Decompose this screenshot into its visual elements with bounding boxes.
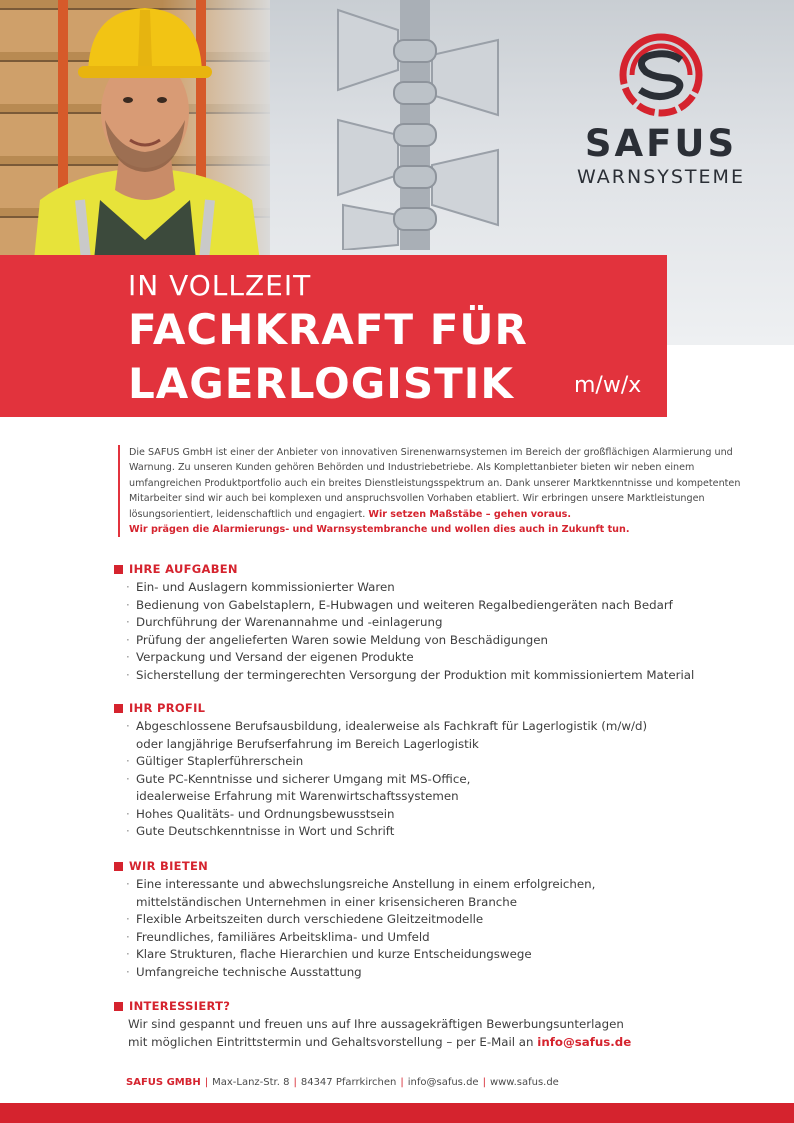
list-item [126,771,774,806]
section-heading-text: IHR PROFIL [129,701,206,715]
intro-text: Die SAFUS GmbH ist einer der Anbieter von innovativen Sirenenwarnsystemen im Bereich der großflächigen Alarmierung und Warnung. Zu unseren Kunden gehören Behörden und Industriebetriebe. Als Komplettanbieter bieten wir neben einem umfangreichen Produktportfolio auch ein breites Dienstleistungsspektrum an. Dank unserer Marktkenntnisse und kompetenten Mitarbeiter sind wir auch bei komplexen und anspruchsvollen Vorhaben etabliert. Wir erbringen unsere Marktleistungen lösungsorientiert, leidenschaftlich und engagiert. [129,447,741,520]
list-item-text: Gültiger Staplerführerschein [136,754,304,768]
list-item [126,911,774,929]
list-item [126,946,774,964]
list-item [126,823,774,841]
profile-list [126,718,774,841]
list-item [126,614,774,632]
job-title-line-2: LAGERLOGISTIK [128,359,514,408]
bullet-dot-icon: · [126,754,130,768]
bullet-dot-icon: · [126,947,130,961]
list-item-text: Gute Deutschkenntnisse in Wort und Schrift [136,824,395,838]
bullet-dot-icon: · [126,964,130,979]
section-heading [114,858,774,874]
section-heading [114,700,774,716]
list-item [126,964,774,982]
list-item-text: Durchführung der Warenannahme und -einlagerung [136,615,443,629]
list-item-text: Umfangreiche technische Ausstattung [136,964,362,979]
list-item-text: Hohes Qualitäts- und Ordnungsbewusstsein [136,806,395,821]
bullet-dot-icon: · [126,806,130,821]
bullet-dot-icon: · [126,632,130,647]
footer-address: Max-Lanz-Str. 8 [212,1077,290,1088]
list-item [126,649,774,667]
list-item [126,806,774,824]
section-contact [114,998,774,1051]
bullet-dot-icon: · [126,719,130,733]
list-item-text: Klare Strukturen, flache Hierarchien und kurze Entscheidungswege [136,947,532,961]
bullet-square-icon [114,1002,123,1011]
siren-photo [318,0,518,250]
footer-website[interactable]: www.safus.de [489,1077,559,1088]
list-item-text: Sicherstellung der termingerechten Versorgung der Produktion mit kommissioniertem Material [136,667,695,682]
job-title-line-1: FACHKRAFT FÜR [128,305,528,354]
list-item [126,718,774,753]
bullet-dot-icon: · [126,667,130,682]
list-item [126,753,774,771]
section-heading-text: WIR BIETEN [129,859,209,873]
section-offer [114,858,774,981]
bullet-dot-icon: · [126,650,130,664]
intro-highlight-1: Wir setzen Maßstäbe – gehen voraus. [368,508,572,520]
footer-email[interactable]: info@safus.de [407,1077,479,1088]
bottom-bar [0,1103,794,1123]
contact-text [128,1016,774,1051]
section-tasks [114,561,774,684]
bullet-dot-icon: · [126,771,130,786]
list-item-text: Bedienung von Gabelstaplern, E-Hubwagen und weiteren Regalbediengeräten nach Bedarf [136,597,673,612]
list-item [126,579,774,597]
section-heading [114,561,774,577]
bullet-dot-icon: · [126,824,130,838]
bullet-dot-icon: · [126,929,130,944]
brand-subtitle: WARNSYSTEME [577,166,745,188]
list-item-text: Eine interessante und abwechslungsreiche Anstellung in einem erfolgreichen, mittelständischen Unternehmen in einer krisensicheren Branche [136,877,596,909]
bullet-dot-icon: · [126,877,130,891]
bullet-dot-icon: · [126,912,130,926]
intro-highlight-2: Wir prägen die Alarmierungs- und Warnsystembranche und wollen dies auch in Zukunft tun. [129,524,630,536]
list-item-text: Flexible Arbeitszeiten durch verschiedene Gleitzeitmodelle [136,912,484,926]
list-item-text: Freundliches, familiäres Arbeitsklima- und Umfeld [136,929,430,944]
bullet-dot-icon: · [126,597,130,612]
bullet-dot-icon: · [126,580,130,594]
list-item [126,929,774,947]
company-intro [118,445,746,537]
footer: SAFUS GMBH | Max-Lanz-Str. 8 | 84347 Pfarrkirchen | info@safus.de | www.safus.de [126,1077,559,1088]
section-profile [114,700,774,841]
section-heading-text: IHRE AUFGABEN [129,562,238,576]
job-type: IN VOLLZEIT [128,269,312,302]
bullet-square-icon [114,862,123,871]
contact-email-link[interactable]: info@safus.de [537,1034,632,1049]
footer-city: 84347 Pfarrkirchen [300,1077,397,1088]
footer-company: SAFUS GMBH [126,1077,201,1088]
safus-logo-icon [608,30,714,120]
list-item-text: Verpackung und Versand der eigenen Produkte [136,650,414,664]
list-item [126,597,774,615]
list-item [126,876,774,911]
offer-list [126,876,774,981]
gender-suffix: m/w/x [574,373,642,398]
bullet-square-icon [114,565,123,574]
brand-name: SAFUS [584,122,738,165]
list-item-text: Abgeschlossene Berufsausbildung, idealerweise als Fachkraft für Lagerlogistik (m/w/d) oder langjährige Berufserfahrung im Bereich Lagerlogistik [136,719,648,751]
list-item-text: Gute PC-Kenntnisse und sicherer Umgang mit MS-Office, idealerweise Erfahrung mit Warenwirtschaftssystemen [136,771,471,803]
bullet-dot-icon: · [126,615,130,629]
list-item-text: Ein- und Auslagern kommissionierter Waren [136,580,395,594]
contact-body: Wir sind gespannt und freuen uns auf Ihre aussagekräftigen Bewerbungsunterlagen mit möglichen Eintrittstermin und Gehaltsvorstellung – per E-Mail an [128,1017,624,1049]
section-heading [114,998,774,1014]
list-item [126,667,774,685]
title-band [0,255,667,417]
section-heading-text: INTERESSIERT? [129,999,231,1013]
list-item-text: Prüfung der angelieferten Waren sowie Meldung von Beschädigungen [136,632,549,647]
task-list [126,579,774,684]
bullet-square-icon [114,704,123,713]
list-item [126,632,774,650]
